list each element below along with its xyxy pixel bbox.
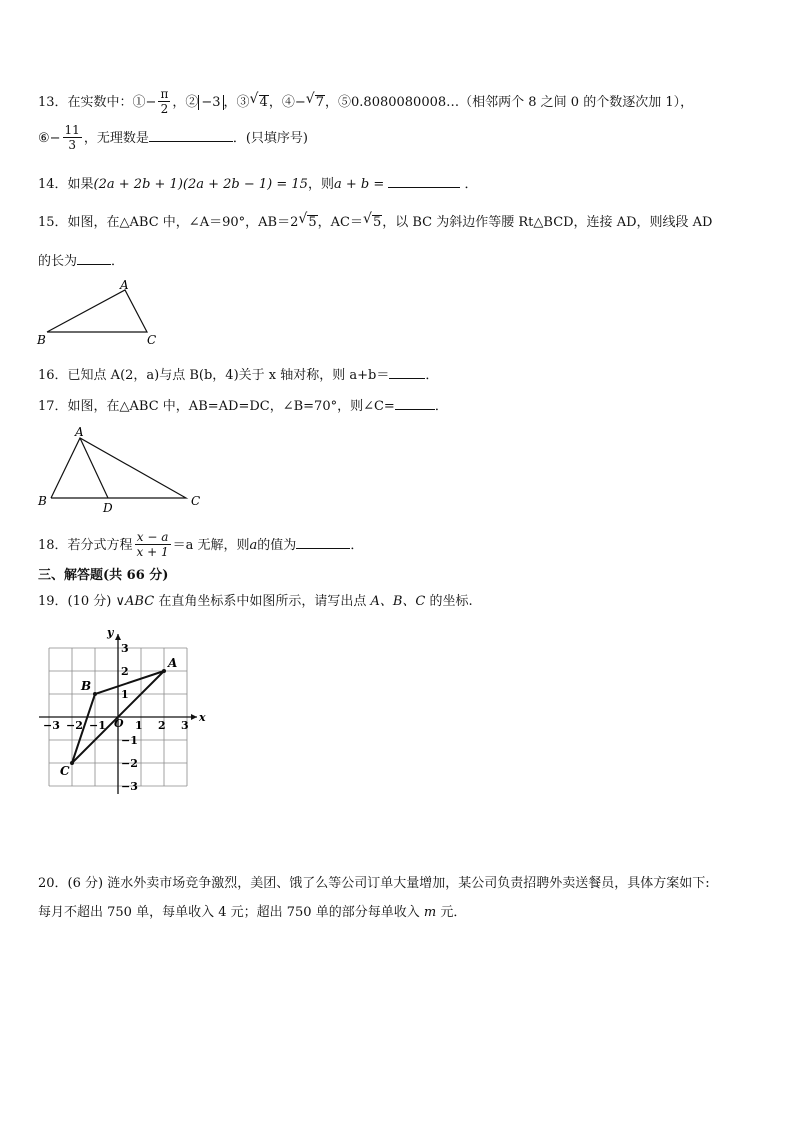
y-axis-label: y bbox=[107, 628, 114, 639]
q17-label-c: C bbox=[191, 494, 201, 508]
q17-segment-ad bbox=[80, 438, 108, 498]
q20-line1: 20．(6 分) 涟水外卖市场竞争激烈，美团、饿了么等公司订单大量增加，某公司负责招聘外卖送餐员，具体方案如下: bbox=[38, 876, 710, 891]
q17-label-b: B bbox=[38, 494, 47, 508]
q17-label-d: D bbox=[103, 501, 113, 515]
q15-line1: 15．如图，在△ABC 中，∠A＝90°，AB＝2 √ 5，AC＝ √ 5，以 BC 为斜边作等腰 Rt△BCD，连接 AD，则线段 AD bbox=[38, 211, 713, 230]
x-tick-label: 2 bbox=[158, 719, 166, 732]
y-tick-label: 2 bbox=[121, 665, 129, 678]
q15-sqrt5-ac: √ 5 bbox=[362, 211, 382, 230]
x-tick-label: −1 bbox=[89, 719, 106, 732]
q15-answer-blank[interactable] bbox=[77, 252, 111, 265]
q15-triangle bbox=[47, 290, 147, 332]
q18-fraction: $\frac{x - a}{x + 1}$ bbox=[136, 530, 169, 559]
q14-answer-blank[interactable] bbox=[388, 175, 460, 188]
q17-answer-blank[interactable] bbox=[395, 397, 435, 410]
x-tick-label: −2 bbox=[66, 719, 83, 732]
point-label-b: B bbox=[81, 679, 92, 693]
q13-line1: 13．在实数中：①− $\frac{\pi}{2}$ ，② −3 ，③ √ 4，④− √ 7，⑤0.8080080008…（相邻两个 8 之间 0 的个数逐次加 1）， bbox=[38, 87, 694, 116]
q17-line: 17．如图，在△ABC 中，AB=AD=DC，∠B=70°，则∠C= ． bbox=[38, 399, 448, 414]
y-tick-label: −1 bbox=[121, 734, 138, 747]
q13-frac-pi: $\frac{\pi}{2}$ bbox=[160, 87, 169, 116]
y-tick-label: −3 bbox=[121, 780, 138, 793]
q19-line: 19．(10 分) ∨ABC 在直角坐标系中如图所示，请写出点 A、B、C 的坐标. bbox=[38, 594, 473, 609]
q13-prefix: 13．在实数中：① bbox=[38, 95, 146, 110]
x-tick-label: 3 bbox=[181, 719, 189, 732]
q16-answer-blank[interactable] bbox=[389, 366, 425, 379]
point-b bbox=[93, 692, 97, 696]
q13-sqrt4: √ 4 bbox=[249, 91, 268, 110]
y-axis-arrow bbox=[115, 634, 121, 640]
q13-line2: ⑥− $\frac{11}{3}$ ，无理数是 ．(只填序号) bbox=[38, 123, 308, 152]
q15-label-a: A bbox=[120, 278, 129, 292]
q15-label-b: B bbox=[37, 333, 46, 347]
y-tick-label: 1 bbox=[121, 688, 129, 701]
q13-frac-11-3: $\frac{11}{3}$ bbox=[64, 123, 80, 152]
q15-line2: 的长为 ． bbox=[38, 254, 125, 269]
x-axis-label: x bbox=[199, 711, 206, 724]
y-tick-label: 3 bbox=[121, 642, 129, 655]
q15-label-c: C bbox=[147, 333, 157, 347]
x-axis-arrow bbox=[191, 714, 197, 720]
q15-figure bbox=[34, 276, 164, 348]
y-tick-label: −2 bbox=[121, 757, 138, 770]
q16-line: 16．已知点 A(2，a)与点 B(b，4)关于 x 轴对称，则 a+b＝ ． bbox=[38, 368, 439, 383]
q20-line2: 每月不超出 750 单，每单收入 4 元；超出 750 单的部分每单收入 m 元． bbox=[38, 905, 467, 920]
q14-expression: (2a + 2b + 1)(2a + 2b − 1) = 15 bbox=[93, 177, 308, 192]
point-c bbox=[70, 761, 74, 765]
q14-line: 14．如果(2a + 2b + 1)(2a + 2b − 1) = 15，则a + b = ． bbox=[38, 177, 478, 192]
q17-triangle bbox=[51, 438, 186, 498]
q13-abs: −3 bbox=[198, 95, 223, 110]
q15-sqrt5-ab: √ 5 bbox=[298, 211, 317, 230]
q18-answer-blank[interactable] bbox=[296, 536, 350, 549]
q13-sqrt7: √ 7 bbox=[305, 91, 325, 110]
point-a bbox=[162, 669, 166, 673]
origin-label: O bbox=[114, 717, 124, 730]
q17-label-a: A bbox=[75, 425, 84, 439]
q19-coordinate-graph bbox=[38, 628, 218, 798]
point-label-a: A bbox=[168, 656, 178, 670]
x-tick-label: 1 bbox=[135, 719, 143, 732]
x-tick-label: −3 bbox=[43, 719, 60, 732]
point-label-c: C bbox=[60, 764, 70, 778]
q17-figure bbox=[34, 423, 209, 515]
section3-title: 三、解答题(共 66 分) bbox=[38, 568, 169, 583]
q18-line: 18．若分式方程 $\frac{x - a}{x + 1}$ ＝a 无解，则a的值为 ． bbox=[38, 530, 364, 559]
q13-answer-blank[interactable] bbox=[149, 129, 233, 142]
